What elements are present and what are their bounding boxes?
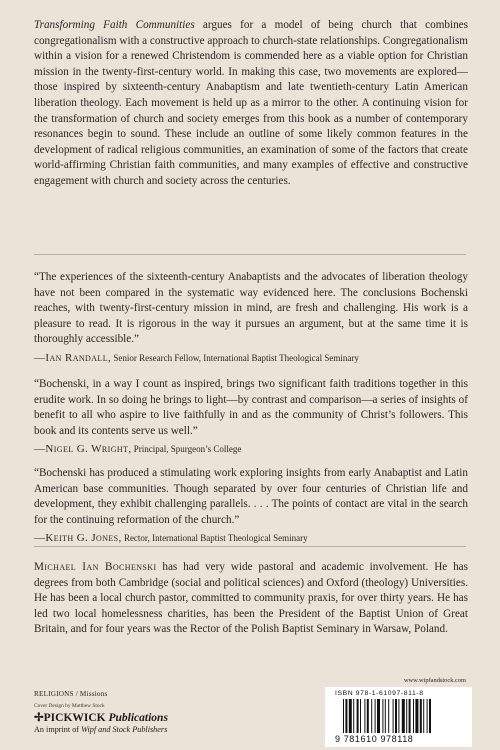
- endorsement-2: [34, 377, 468, 458]
- book-description: [34, 18, 468, 190]
- publisher-prefix: ✢PICKWICK: [34, 712, 109, 724]
- imprint-line: [34, 725, 167, 734]
- isbn-label: ISBN 978-1-61097-811-8: [335, 690, 424, 697]
- description-body: argues for a model of being church that combines congregationalism with a constructive approach to church-state relationships. Congregationalism within a vision for a renewed Christendom is commended here as a viable option for Christian mission in the twenty-first-century world. In making this case, two movements are explored—those inspired by sixteenth-century Anabaptism and late twentieth-century Latin American liberation theology. Each movement is held up as a mirror to the other. A continuing vision for the transformation of church and society emerges from this book as a number of contemporary resonances begin to sound. These include an outline of some likely common features in the development of radical religious communities, an examination of some of the factors that create world-affirming Christian faith communities, and many examples of effective and constructive engagement with church and society across the centuries.: [34, 19, 469, 187]
- endorsement-3: [34, 466, 468, 547]
- barcode-icon: [343, 699, 467, 733]
- book-title: Transforming Faith Communities: [34, 19, 195, 31]
- endorser-name: —Keith G. Jones,: [34, 532, 122, 545]
- barcode-digits: 9 781610 978118: [335, 734, 414, 744]
- endorser-role: Rector, International Baptist Theological Seminary: [121, 533, 308, 544]
- publisher-name: Publications: [108, 712, 168, 724]
- endorsement-1: [34, 270, 468, 367]
- endorser-name: —Ian Randall,: [34, 351, 112, 364]
- endorser-role: Senior Research Fellow, International Baptist Theological Seminary: [111, 352, 359, 363]
- endorsement-attribution: [34, 531, 468, 547]
- endorsement-quote: “Bochenski, in a way I count as inspired, brings two significant faith traditions together in this erudite work. In so doing he brings to light—by contrast and comparison—a series of insights of benefit to all who aspire to live faithfully in and as the community of Christ’s followers. This book and its contents serve us well.”: [34, 378, 468, 437]
- imprint-name: Wipf and Stock Publishers: [81, 725, 168, 734]
- author-bio-body: has had very wide pastoral and academic involvement. He has degrees from both Cambridge (social and political sciences) and Oxford (theology) Universities. He has been a local church pastor, committed to community praxis, for over thirty years. He has led two local homelessness charities, has been the President of the Baptist Union of Great Britain, and for four years was the Rector of the Polish Baptist Seminary in Warsaw, Poland.: [34, 561, 468, 636]
- author-bio: [34, 560, 468, 638]
- endorsement-attribution: [34, 351, 468, 367]
- divider: [34, 546, 466, 547]
- publisher-logo: [34, 710, 168, 724]
- endorsement-quote: “Bochenski has produced a stimulating work exploring insights from early Anabaptist and Latin American base communities. Though separated by over four centuries of Christian life and development, they exhibit challenging parallels. . . . The points of contact are vital in the search for the continuing reformation of the church.”: [34, 467, 468, 526]
- imprint-prefix: An imprint of: [34, 725, 82, 734]
- divider: [34, 254, 466, 255]
- endorser-name: —Nigel G. Wright,: [34, 443, 132, 456]
- subject-category: RELIGIONS / Missions: [34, 690, 108, 698]
- author-name: Michael Ian Bochenski: [34, 561, 157, 573]
- website: www.wipfandstock.com: [403, 677, 466, 684]
- endorsement-attribution: [34, 442, 468, 458]
- cover-credit: Cover Design by Matthew Stock: [34, 703, 105, 709]
- endorsement-quote: “The experiences of the sixteenth-century Anabaptists and the advocates of liberation theology have not been compared in the systematic way evidenced here. The conclusions Bochenski reaches, with twenty-first-century mission in mind, are fresh and challenging. His work is a pleasure to read. It is rigorous in the way it pursues an argument, but at the same time it is thoroughly accessible.”: [34, 271, 468, 346]
- endorser-role: Principal, Spurgeon’s College: [131, 444, 242, 455]
